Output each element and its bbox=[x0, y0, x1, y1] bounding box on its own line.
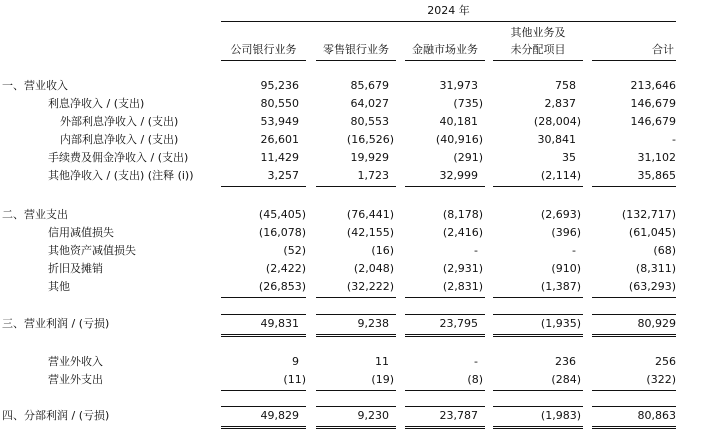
subtotal-rule bbox=[316, 186, 396, 187]
cell-value: 11 bbox=[375, 355, 389, 368]
cell-value: (68) bbox=[653, 244, 676, 257]
cell-value: (32,222) bbox=[346, 280, 394, 293]
cell-value: 146,679 bbox=[630, 115, 676, 128]
cell-value: (42,155) bbox=[346, 226, 394, 239]
row-label: 其他资产减值损失 bbox=[48, 244, 136, 257]
cell-value: 11,429 bbox=[260, 151, 299, 164]
cell-value: 256 bbox=[655, 355, 676, 368]
cell-value: (45,405) bbox=[258, 208, 306, 221]
cell-value: (284) bbox=[551, 373, 581, 386]
cell-value: 9 bbox=[292, 355, 299, 368]
cell-value: (11) bbox=[283, 373, 306, 386]
subtotal-rule bbox=[592, 186, 676, 187]
row-label: 营业外支出 bbox=[48, 373, 103, 386]
cell-value: 80,863 bbox=[637, 409, 676, 422]
column-rule bbox=[316, 60, 396, 61]
subtotal-rule bbox=[493, 406, 583, 407]
row-label: 四、分部利润 / (亏损) bbox=[2, 409, 110, 422]
cell-value: 49,829 bbox=[260, 409, 299, 422]
subtotal-rule bbox=[493, 297, 583, 298]
cell-value: (291) bbox=[453, 151, 483, 164]
row-label: 利息净收入 / (支出) bbox=[48, 97, 145, 110]
cell-value: (2,048) bbox=[353, 262, 394, 275]
cell-value: 9,230 bbox=[357, 409, 389, 422]
row-label: 折旧及摊销 bbox=[48, 262, 103, 275]
cell-value: (26,853) bbox=[258, 280, 306, 293]
cell-value: 40,181 bbox=[439, 115, 478, 128]
row-label: 一、营业收入 bbox=[2, 79, 68, 92]
cell-value: (2,422) bbox=[265, 262, 306, 275]
cell-value: (910) bbox=[551, 262, 581, 275]
cell-value: - bbox=[474, 244, 478, 257]
subtotal-rule bbox=[405, 314, 485, 315]
cell-value: 758 bbox=[555, 79, 576, 92]
cell-value: 80,929 bbox=[637, 317, 676, 330]
subtotal-rule bbox=[316, 390, 396, 391]
cell-value: 3,257 bbox=[267, 169, 299, 182]
cell-value: (52) bbox=[283, 244, 306, 257]
cell-value: 23,795 bbox=[439, 317, 478, 330]
subtotal-rule bbox=[493, 186, 583, 187]
row-label: 信用减值损失 bbox=[48, 226, 114, 239]
cell-value: (16) bbox=[371, 244, 394, 257]
cell-value: (735) bbox=[453, 97, 483, 110]
subtotal-rule bbox=[592, 406, 676, 407]
cell-value: (28,004) bbox=[533, 115, 581, 128]
row-label: 内部利息净收入 / (支出) bbox=[60, 133, 179, 146]
total-rule bbox=[592, 334, 676, 337]
row-label: 手续费及佣金净收入 / (支出) bbox=[48, 151, 189, 164]
cell-value: (2,114) bbox=[540, 169, 581, 182]
cell-value: (132,717) bbox=[621, 208, 676, 221]
column-rule bbox=[592, 60, 676, 61]
column-header-line: 未分配项目 bbox=[510, 43, 566, 56]
total-rule bbox=[592, 426, 676, 429]
subtotal-rule bbox=[316, 297, 396, 298]
subtotal-rule bbox=[405, 186, 485, 187]
cell-value: (2,831) bbox=[442, 280, 483, 293]
subtotal-rule bbox=[592, 297, 676, 298]
cell-value: (19) bbox=[371, 373, 394, 386]
column-header-line: 合计 bbox=[652, 43, 674, 56]
cell-value: 2,837 bbox=[544, 97, 576, 110]
cell-value: - bbox=[572, 244, 576, 257]
column-header-line: 公司银行业务 bbox=[230, 43, 297, 56]
column-rule bbox=[405, 60, 485, 61]
subtotal-rule bbox=[493, 314, 583, 315]
cell-value: 146,679 bbox=[630, 97, 676, 110]
year-rule bbox=[221, 21, 676, 22]
total-rule bbox=[405, 426, 485, 429]
row-label: 三、营业利润 / (亏损) bbox=[2, 317, 110, 330]
cell-value: 64,027 bbox=[350, 97, 389, 110]
subtotal-rule bbox=[221, 186, 306, 187]
column-header-total bbox=[592, 41, 676, 58]
cell-value: (76,441) bbox=[346, 208, 394, 221]
subtotal-rule bbox=[592, 390, 676, 391]
cell-value: 35,865 bbox=[637, 169, 676, 182]
column-rule bbox=[493, 60, 583, 61]
subtotal-rule bbox=[493, 390, 583, 391]
column-header-corporate bbox=[221, 41, 306, 58]
cell-value: - bbox=[474, 355, 478, 368]
total-rule bbox=[405, 334, 485, 337]
cell-value: 23,787 bbox=[439, 409, 478, 422]
column-header-line: 其他业务及 bbox=[510, 26, 566, 39]
cell-value: 32,999 bbox=[439, 169, 478, 182]
subtotal-rule bbox=[405, 406, 485, 407]
cell-value: (1,387) bbox=[540, 280, 581, 293]
cell-value: 26,601 bbox=[260, 133, 299, 146]
row-label: 其他净收入 / (支出) (注释 (i)) bbox=[48, 169, 194, 182]
cell-value: (61,045) bbox=[628, 226, 676, 239]
cell-value: (1,935) bbox=[540, 317, 581, 330]
cell-value: 80,553 bbox=[350, 115, 389, 128]
cell-value: (2,693) bbox=[540, 208, 581, 221]
cell-value: 85,679 bbox=[350, 79, 389, 92]
total-rule bbox=[221, 334, 306, 337]
cell-value: 35 bbox=[562, 151, 576, 164]
total-rule bbox=[493, 426, 583, 429]
subtotal-rule bbox=[592, 314, 676, 315]
cell-value: 95,236 bbox=[260, 79, 299, 92]
cell-value: (1,983) bbox=[540, 409, 581, 422]
row-label: 营业外收入 bbox=[48, 355, 103, 368]
cell-value: 1,723 bbox=[357, 169, 389, 182]
subtotal-rule bbox=[316, 406, 396, 407]
cell-value: (8) bbox=[467, 373, 483, 386]
column-header-retail bbox=[316, 41, 396, 58]
cell-value: (16,526) bbox=[346, 133, 394, 146]
cell-value: (8,178) bbox=[442, 208, 483, 221]
total-rule bbox=[221, 426, 306, 429]
row-label: 其他 bbox=[48, 280, 70, 293]
cell-value: 49,831 bbox=[260, 317, 299, 330]
cell-value: 53,949 bbox=[260, 115, 299, 128]
row-label: 二、营业支出 bbox=[2, 208, 68, 221]
cell-value: 9,238 bbox=[357, 317, 389, 330]
column-header-line: 金融市场业务 bbox=[412, 43, 478, 56]
subtotal-rule bbox=[221, 314, 306, 315]
subtotal-rule bbox=[221, 406, 306, 407]
year-header: 2024 年 bbox=[427, 4, 470, 17]
cell-value: (40,916) bbox=[435, 133, 483, 146]
cell-value: 213,646 bbox=[630, 79, 676, 92]
column-rule bbox=[221, 60, 306, 61]
subtotal-rule bbox=[405, 297, 485, 298]
cell-value: - bbox=[672, 133, 676, 146]
subtotal-rule bbox=[221, 390, 306, 391]
cell-value: (322) bbox=[646, 373, 676, 386]
cell-value: (16,078) bbox=[258, 226, 306, 239]
total-rule bbox=[316, 334, 396, 337]
cell-value: 236 bbox=[555, 355, 576, 368]
cell-value: 30,841 bbox=[537, 133, 576, 146]
subtotal-rule bbox=[405, 390, 485, 391]
cell-value: 31,102 bbox=[637, 151, 676, 164]
subtotal-rule bbox=[221, 297, 306, 298]
subtotal-rule bbox=[316, 314, 396, 315]
row-label: 外部利息净收入 / (支出) bbox=[60, 115, 179, 128]
total-rule bbox=[316, 426, 396, 429]
cell-value: (396) bbox=[551, 226, 581, 239]
column-header-line: 零售银行业务 bbox=[323, 43, 389, 56]
column-header-financial-markets bbox=[405, 41, 485, 58]
cell-value: 31,973 bbox=[439, 79, 478, 92]
column-header-other-unallocated bbox=[493, 24, 583, 58]
cell-value: (2,931) bbox=[442, 262, 483, 275]
cell-value: 19,929 bbox=[350, 151, 389, 164]
cell-value: (63,293) bbox=[628, 280, 676, 293]
cell-value: (8,311) bbox=[635, 262, 676, 275]
cell-value: 80,550 bbox=[260, 97, 299, 110]
cell-value: (2,416) bbox=[442, 226, 483, 239]
total-rule bbox=[493, 334, 583, 337]
